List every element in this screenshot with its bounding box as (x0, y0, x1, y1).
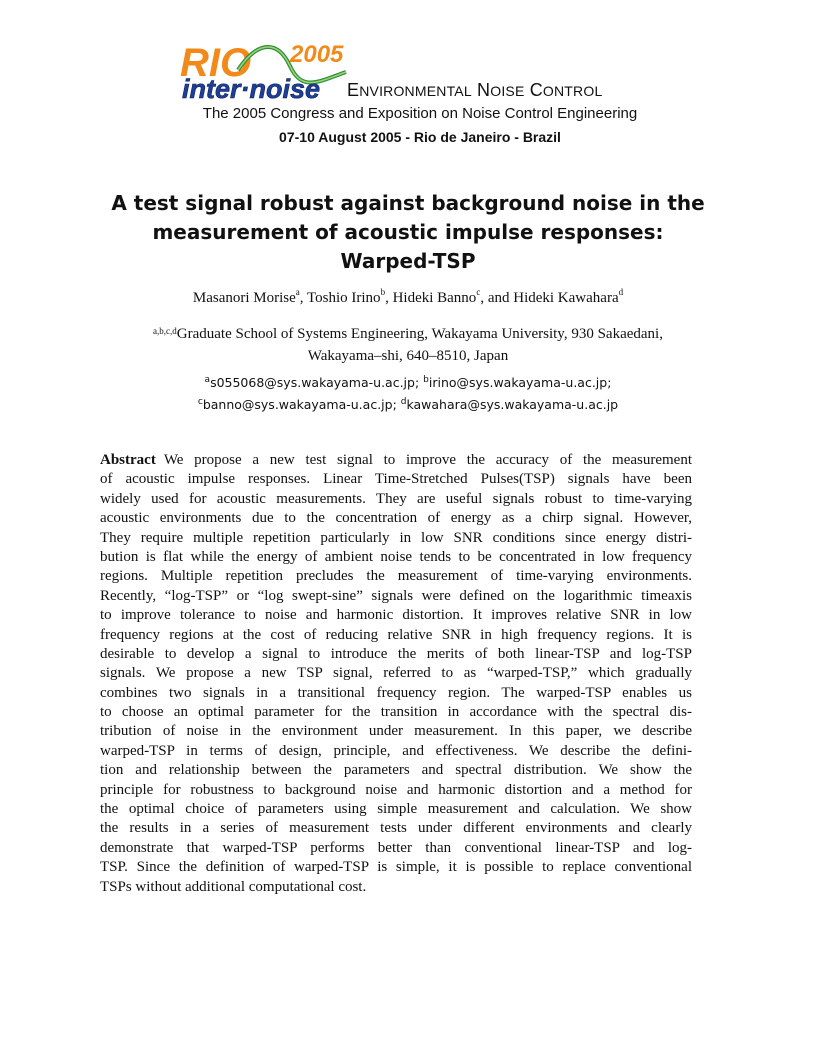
affiliation: $^{a,b,c,d}$Graduate School of Systems Engineering, Wakayama University, 930 Sakaedani, Wakayama–shi, 640–8510, Japan (153, 326, 663, 364)
abstract-line: TSP. Since the definition of warped-TSP is simple, it is possible to replace conventional (100, 859, 692, 876)
abstract-line: of acoustic impulse responses. Linear Time-Stretched Pulses(TSP) signals have been (100, 471, 692, 488)
title-line: A test signal robust against background noise in the (111, 191, 705, 215)
email-address: irino@sys.wakayama-u.ac.jp; (428, 375, 612, 390)
abstract-line: signals. We propose a new TSP signal, referred to as “warped-TSP,” which gradually (100, 665, 692, 682)
logo-rio-text: RIO (180, 41, 252, 85)
author-name: Masanori Morise (192, 290, 296, 306)
conference-subtitle: The 2005 Congress and Exposition on Noise Control Engineering (202, 105, 638, 122)
abstract-line: to choose an optimal parameter for the transition in accordance with the spectral dis- (100, 704, 692, 721)
abstract-line: widely used for acoustic measurements. They are useful signals robust to time-varying (100, 490, 692, 507)
affiliation-mark: a,b,c,d (153, 326, 177, 336)
abstract-line: Recently, “log-TSP” or “log swept-sine” signals were defined on the logarithmic timeaxis (100, 587, 692, 604)
title-line: measurement of acoustic impulse responses: (152, 220, 664, 244)
conference-logo (178, 36, 348, 102)
abstract (100, 451, 692, 897)
abstract-line: regions. Multiple repetition precludes the measurement of time-varying environments. (100, 568, 692, 585)
abstract-line: combines two signals in a transitional frequency region. The warped-TSP enables us (100, 684, 692, 701)
abstract-line: to improve tolerance to noise and harmonic distortion. It improves relative SNR in low (100, 607, 692, 624)
logo-internoise-text: inter·noise (182, 74, 321, 102)
abstract-line: tribution of noise in the environment under measurement. In this paper, we describe (100, 723, 692, 740)
abstract-line: frequency regions at the cost of reducing relative SNR in high frequency regions. It is (100, 626, 692, 643)
author-name: Hideki Kawahara (513, 290, 619, 306)
abstract-line: acoustic environments due to the concentration of energy as a chirp signal. However, (100, 510, 692, 527)
abstract-line: principle for robustness to background noise and harmonic distortion and a method for (100, 781, 692, 798)
author-name: Hideki Banno (392, 290, 477, 306)
abstract-line: the results in a series of measurement tests under different environments and clearly (100, 820, 692, 837)
author-mark: b (380, 287, 386, 297)
paper-title (100, 189, 716, 276)
email-address: s055068@sys.wakayama-u.ac.jp; (210, 375, 420, 390)
author-mark: d (618, 287, 624, 297)
abstract-label: Abstract (100, 452, 156, 468)
email-list: $^a$s055068@sys.wakayama-u.ac.jp; $^b$irino@sys.wakayama-u.ac.jp; $^c$banno@sys.wakayama-u.ac.jp; $^d$kawahara@sys.wakayama-u.ac.jp (197, 375, 619, 412)
email-address: banno@sys.wakayama-u.ac.jp; (202, 397, 397, 412)
abstract-line: warped-TSP in terms of design, principle, and effectiveness. We describe the defini- (100, 742, 692, 759)
email-address: kawahara@sys.wakayama-u.ac.jp (406, 397, 619, 412)
abstract-line: They require multiple repetition particularly in low SNR conditions since energy distri- (100, 529, 692, 546)
abstract-line: bution is flat while the energy of ambient noise tends to be concentrated in low frequency (100, 548, 692, 565)
abstract-line: TSPs without additional computational cost. (100, 878, 367, 895)
abstract-line: demonstrate that warped-TSP performs better than conventional linear-TSP and log- (100, 839, 692, 856)
abstract-line: the optimal choice of parameters using simple measurement and calculation. We show (100, 801, 692, 818)
author-mark: a (295, 287, 300, 297)
abstract-line: tion and relationship between the parameters and spectral distribution. We show the (100, 762, 692, 779)
title-line: Warped-TSP (340, 249, 476, 273)
abstract-line: Abstract We propose a new test signal to improve the accuracy of the measurement (100, 452, 692, 468)
conference-title: ENVIRONMENTAL NOISE CONTROL (347, 80, 603, 100)
author-name: Toshio Irino (307, 290, 381, 306)
conference-dates: 07-10 August 2005 - Rio de Janeiro - Brazil (279, 129, 561, 145)
author-list: Masanori Morise$^a$, Toshio Irino$^b$, Hideki Banno$^c$, and Hideki Kawahara$^d$ (192, 287, 624, 306)
abstract-line: desirable to develop a signal to introduce the merits of both linear-TSP and log-TSP (100, 645, 692, 662)
author-mark: c (476, 287, 481, 297)
logo-year-text: 2005 (290, 41, 344, 68)
inter-noise-logo-graphic (178, 36, 348, 102)
